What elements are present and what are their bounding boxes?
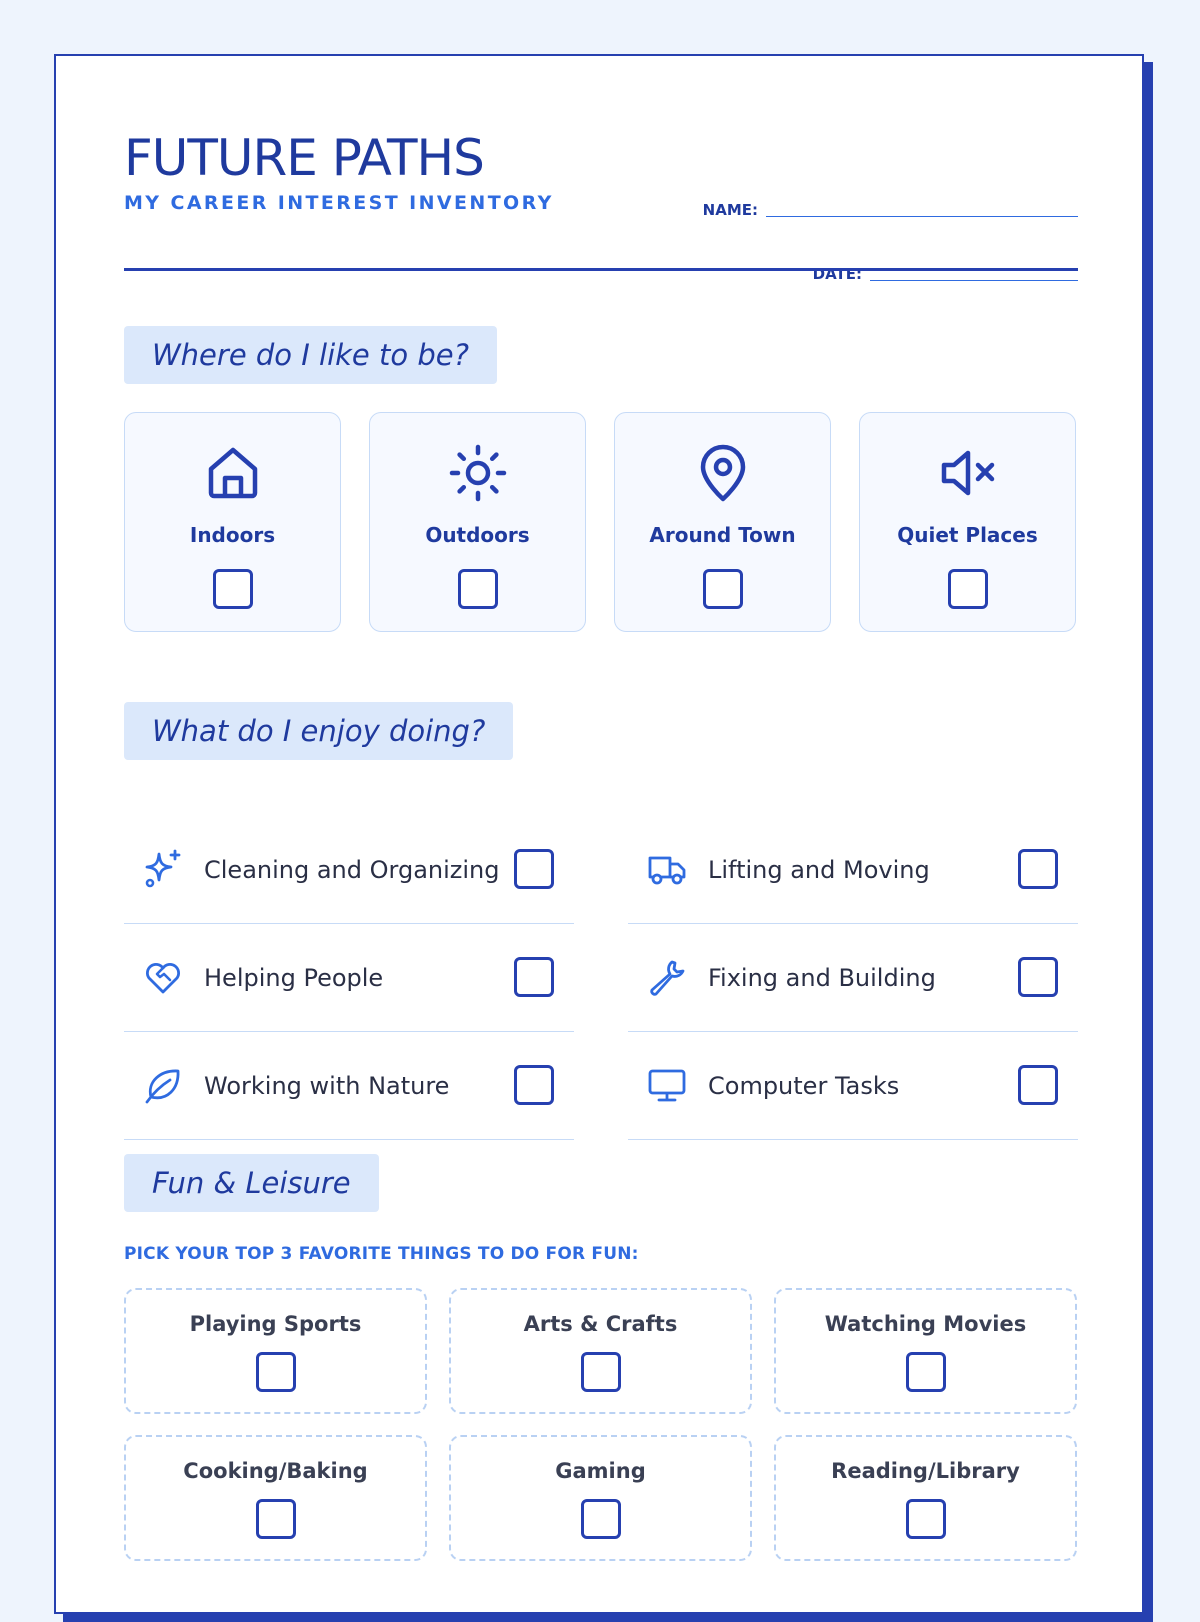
monitor-icon: [646, 1064, 688, 1106]
place-card-around-town[interactable]: [614, 412, 831, 632]
activity-label: Computer Tasks: [708, 1072, 900, 1100]
place-label: Indoors: [189, 523, 276, 547]
checkbox[interactable]: [703, 569, 743, 609]
checkbox[interactable]: [948, 569, 988, 609]
fun-card-cooking[interactable]: [124, 1435, 427, 1561]
page-title: FUTURE PATHS: [124, 129, 484, 187]
checkbox[interactable]: [256, 1352, 296, 1392]
activity-label: Fixing and Building: [708, 964, 936, 992]
fun-label: Reading/Library: [831, 1459, 1020, 1483]
section-heading-activities: What do I enjoy doing?: [124, 702, 513, 760]
place-label: Around Town: [649, 523, 796, 547]
activity-row-cleaning[interactable]: [124, 816, 574, 924]
place-label: Outdoors: [425, 523, 530, 547]
truck-icon: [646, 848, 688, 890]
fun-label: Arts & Crafts: [523, 1312, 678, 1336]
activity-row-nature[interactable]: [124, 1032, 574, 1140]
checkbox[interactable]: [581, 1352, 621, 1392]
house-icon: [201, 441, 265, 505]
fun-label: Gaming: [555, 1459, 646, 1483]
wrench-icon: [646, 956, 688, 998]
header-divider: [124, 268, 1078, 271]
date-label: DATE:: [812, 265, 862, 283]
fun-card-reading[interactable]: [774, 1435, 1077, 1561]
checkbox[interactable]: [906, 1499, 946, 1539]
checkbox[interactable]: [514, 1065, 554, 1105]
place-label: Quiet Places: [897, 523, 1038, 547]
fun-label: Playing Sports: [189, 1312, 362, 1336]
place-card-outdoors[interactable]: [369, 412, 586, 632]
fun-card-gaming[interactable]: [449, 1435, 752, 1561]
place-card-quiet-places[interactable]: [859, 412, 1076, 632]
place-card-indoors[interactable]: [124, 412, 341, 632]
checkbox[interactable]: [256, 1499, 296, 1539]
name-line[interactable]: [766, 216, 1078, 217]
activity-label: Helping People: [204, 964, 384, 992]
checkbox[interactable]: [1018, 957, 1058, 997]
checkbox[interactable]: [458, 569, 498, 609]
leaf-icon: [142, 1064, 184, 1106]
map-pin-icon: [691, 441, 755, 505]
checkbox[interactable]: [514, 849, 554, 889]
activity-row-helping[interactable]: [124, 924, 574, 1032]
heart-handshake-icon: [142, 956, 184, 998]
fun-card-sports[interactable]: [124, 1288, 427, 1414]
activity-row-computer[interactable]: [628, 1032, 1078, 1140]
checkbox[interactable]: [213, 569, 253, 609]
worksheet: [54, 54, 1144, 1614]
section-heading-fun: Fun & Leisure: [124, 1154, 379, 1212]
activity-label: Lifting and Moving: [708, 856, 930, 884]
speaker-mute-icon: [936, 441, 1000, 505]
checkbox[interactable]: [514, 957, 554, 997]
page-subtitle: MY CAREER INTEREST INVENTORY: [124, 192, 554, 214]
activity-label: Working with Nature: [204, 1072, 450, 1100]
activity-row-fixing[interactable]: [628, 924, 1078, 1032]
worksheet-content: [124, 56, 1078, 1612]
name-label: NAME:: [702, 201, 758, 219]
fun-card-movies[interactable]: [774, 1288, 1077, 1414]
checkbox[interactable]: [1018, 1065, 1058, 1105]
section-heading-places: Where do I like to be?: [124, 326, 497, 384]
activity-row-lifting[interactable]: [628, 816, 1078, 924]
checkbox[interactable]: [1018, 849, 1058, 889]
fun-label: Watching Movies: [824, 1312, 1027, 1336]
sparkles-icon: [142, 848, 184, 890]
fun-label: Cooking/Baking: [183, 1459, 368, 1483]
checkbox[interactable]: [581, 1499, 621, 1539]
sun-icon: [446, 441, 510, 505]
checkbox[interactable]: [906, 1352, 946, 1392]
name-field[interactable]: [703, 202, 1078, 218]
fun-instructions: PICK YOUR TOP 3 FAVORITE THINGS TO DO FOR FUN:: [124, 1244, 639, 1264]
activity-label: Cleaning and Organizing: [204, 856, 500, 884]
fun-card-arts[interactable]: [449, 1288, 752, 1414]
date-line[interactable]: [870, 280, 1078, 281]
